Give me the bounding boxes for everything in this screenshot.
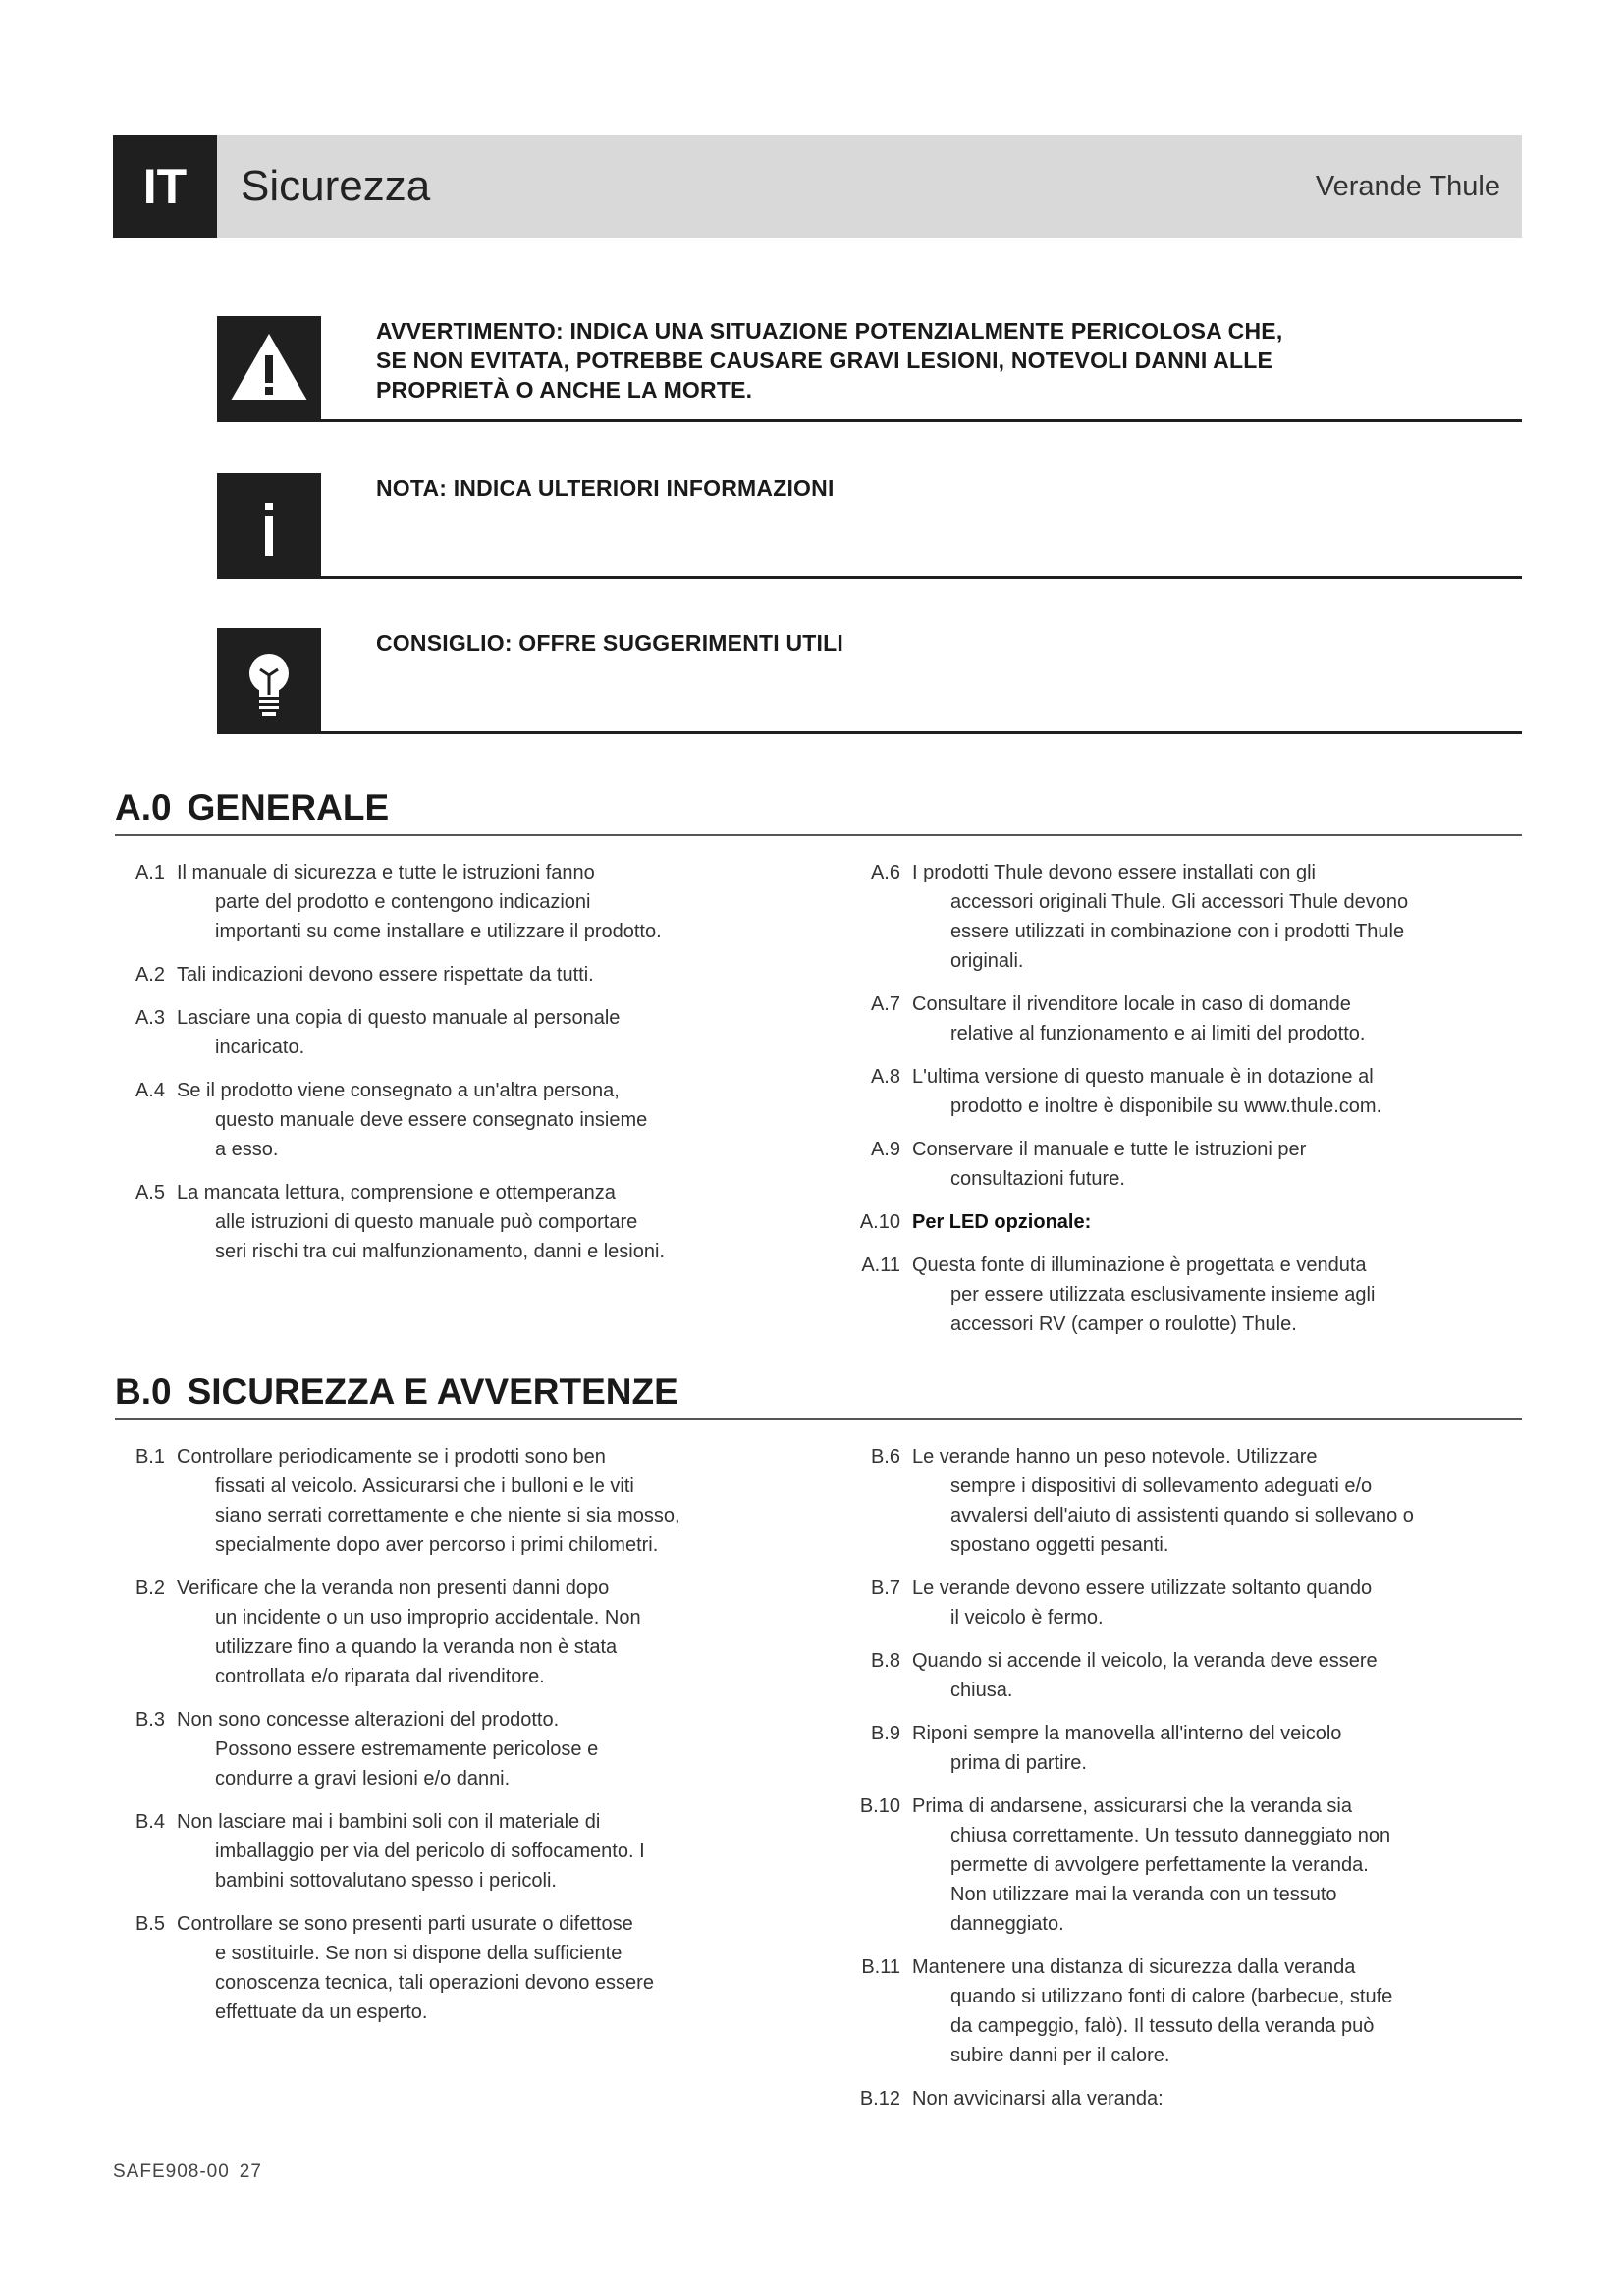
item-number: A.4: [135, 1080, 165, 1101]
item-text-line: La mancata lettura, comprensione e ottemperanza: [177, 1182, 616, 1203]
item-number: A.9: [870, 1139, 900, 1160]
item-number: B.9: [870, 1723, 900, 1744]
item-text-line: consultazioni future.: [950, 1168, 1125, 1190]
item-number: B.12: [859, 2088, 900, 2109]
item-text-line: subire danni per il calore.: [950, 2045, 1170, 2066]
item-text-line: originali.: [950, 950, 1024, 972]
product-name: Verande Thule: [1315, 171, 1500, 202]
item-text-line: accessori originali Thule. Gli accessori Thule devono: [950, 891, 1409, 913]
item-number: B.11: [861, 1956, 900, 1978]
item-number: A.6: [870, 862, 900, 883]
section-b-left-column: [115, 1442, 822, 2041]
lightbulb-icon: [217, 628, 321, 734]
item-number: B.6: [870, 1446, 900, 1468]
item-text-line: prodotto e inoltre è disponibile su www.thule.com.: [950, 1095, 1382, 1117]
item-number: A.5: [135, 1182, 165, 1203]
language-badge: IT: [113, 135, 217, 238]
list-item: [115, 1178, 822, 1266]
list-item: [115, 1909, 822, 2027]
item-number: B.3: [135, 1709, 165, 1731]
item-text-line: Riponi sempre la manovella all'interno del veicolo: [912, 1723, 1342, 1744]
item-number: A.7: [870, 993, 900, 1015]
item-text-line: condurre a gravi lesioni e/o danni.: [215, 1768, 511, 1789]
item-text-line: Non utilizzare mai la veranda con un tessuto: [950, 1884, 1337, 1905]
list-item: [850, 1062, 1557, 1121]
item-text-line: quando si utilizzano fonti di calore (barbecue, stufe: [950, 1986, 1393, 2007]
item-text-line: Quando si accende il veicolo, la veranda deve essere: [912, 1650, 1378, 1672]
item-text-line: controllata e/o riparata dal rivenditore.: [215, 1666, 545, 1687]
item-number: A.1: [135, 862, 165, 883]
item-number: A.10: [859, 1211, 900, 1233]
item-text-line: siano serrati correttamente e che niente si sia mosso,: [215, 1505, 680, 1526]
item-text-line: sempre i dispositivi di sollevamento adeguati e/o: [950, 1475, 1373, 1497]
list-item: [850, 1952, 1557, 2070]
list-item: [850, 1442, 1557, 1560]
page-title: Sicurezza: [241, 162, 431, 210]
notice-rule: [321, 419, 1522, 422]
warning-line-3: PROPRIETÀ O ANCHE LA MORTE.: [376, 377, 753, 402]
item-number: B.4: [135, 1811, 165, 1833]
info-icon-box: [217, 473, 321, 579]
item-text-line: incaricato.: [215, 1037, 305, 1058]
item-text-line: seri rischi tra cui malfunzionamento, danni e lesioni.: [215, 1241, 665, 1262]
list-item: [115, 1076, 822, 1164]
item-text-line: Conservare il manuale e tutte le istruzioni per: [912, 1139, 1307, 1160]
item-text-line: L'ultima versione di questo manuale è in dotazione al: [912, 1066, 1374, 1088]
note-text: NOTA: INDICA ULTERIORI INFORMAZIONI: [376, 475, 835, 501]
list-item: [850, 1646, 1557, 1705]
warning-icon-box: [217, 316, 321, 422]
document-code: SAFE908-00: [113, 2162, 230, 2182]
item-text-line: relative al funzionamento e ai limiti del prodotto.: [950, 1023, 1366, 1044]
item-text-line: Controllare periodicamente se i prodotti sono ben: [177, 1446, 606, 1468]
item-text-line: questo manuale deve essere consegnato insieme: [215, 1109, 648, 1131]
item-text-line: per essere utilizzata esclusivamente insieme agli: [950, 1284, 1376, 1306]
item-number: A.8: [870, 1066, 900, 1088]
item-text-line: Non avvicinarsi alla veranda:: [912, 2088, 1164, 2109]
item-number: A.3: [135, 1007, 165, 1029]
list-item: [115, 1442, 822, 1560]
list-item: [850, 1135, 1557, 1194]
item-text-line: bambini sottovalutano spesso i pericoli.: [215, 1870, 557, 1892]
note-notice: [217, 473, 1522, 579]
item-text-line: Mantenere una distanza di sicurezza dalla veranda: [912, 1956, 1356, 1978]
item-text-line: I prodotti Thule devono essere installati con gli: [912, 862, 1316, 883]
item-text-line: fissati al veicolo. Assicurarsi che i bulloni e le viti: [215, 1475, 634, 1497]
item-number: B.2: [135, 1577, 165, 1599]
section-number: B.0: [115, 1371, 172, 1412]
list-item: [115, 1574, 822, 1691]
list-item: [850, 1251, 1557, 1339]
item-text-line: e sostituirle. Se non si dispone della sufficiente: [215, 1943, 623, 1964]
item-number: B.8: [870, 1650, 900, 1672]
list-item: [115, 858, 822, 946]
list-item: [850, 2084, 1557, 2113]
item-text-line: Non lasciare mai i bambini soli con il materiale di: [177, 1811, 601, 1833]
item-text-line: da campeggio, falò). Il tessuto della veranda può: [950, 2015, 1375, 2037]
item-number: B.7: [870, 1577, 900, 1599]
item-text-line: parte del prodotto e contengono indicazioni: [215, 891, 591, 913]
item-text-line: accessori RV (camper o roulotte) Thule.: [950, 1313, 1297, 1335]
item-text-line: essere utilizzati in combinazione con i prodotti Thule: [950, 921, 1405, 942]
section-title: GENERALE: [187, 787, 390, 828]
list-item: [115, 1807, 822, 1896]
section-heading-b: [115, 1369, 1522, 1420]
item-text-line: Lasciare una copia di questo manuale al personale: [177, 1007, 621, 1029]
item-text-line: a esso.: [215, 1139, 279, 1160]
list-item: [850, 1719, 1557, 1778]
section-number: A.0: [115, 787, 172, 828]
item-text-line: Le verande hanno un peso notevole. Utilizzare: [912, 1446, 1318, 1468]
item-number: A.11: [861, 1255, 900, 1276]
item-text-line: un incidente o un uso improprio accidentale. Non: [215, 1607, 641, 1629]
item-text-line: conoscenza tecnica, tali operazioni devono essere: [215, 1972, 654, 1994]
warning-text: [376, 316, 1483, 404]
item-text-line: Controllare se sono presenti parti usurate o difettose: [177, 1913, 633, 1935]
page-number: 27: [239, 2162, 262, 2182]
page-header: [113, 135, 1522, 238]
item-text-line: Il manuale di sicurezza e tutte le istruzioni fanno: [177, 862, 595, 883]
item-text-line: Prima di andarsene, assicurarsi che la veranda sia: [912, 1795, 1352, 1817]
item-text-line: utilizzare fino a quando la veranda non è stata: [215, 1636, 618, 1658]
item-text-line: Se il prodotto viene consegnato a un'altra persona,: [177, 1080, 620, 1101]
item-text-line: specialmente dopo aver percorso i primi chilometri.: [215, 1534, 659, 1556]
section-a-left-column: [115, 858, 822, 1280]
item-text-line: danneggiato.: [950, 1913, 1064, 1935]
item-text-line: permette di avvolgere perfettamente la veranda.: [950, 1854, 1369, 1876]
list-item: [115, 1705, 822, 1793]
list-item: [850, 989, 1557, 1048]
item-number: B.10: [859, 1795, 900, 1817]
item-text-line: chiusa.: [950, 1680, 1013, 1701]
item-text-line: Consultare il rivenditore locale in caso di domande: [912, 993, 1351, 1015]
section-heading-a: [115, 785, 1522, 836]
item-text-line: chiusa correttamente. Un tessuto danneggiato non: [950, 1825, 1391, 1846]
section-a-right-column: [850, 858, 1557, 1353]
item-number: B.5: [135, 1913, 165, 1935]
section-b-right-column: [850, 1442, 1557, 2127]
warning-line-2: SE NON EVITATA, POTREBBE CAUSARE GRAVI LESIONI, NOTEVOLI DANNI ALLE: [376, 347, 1273, 373]
item-text-line: effettuate da un esperto.: [215, 2002, 428, 2023]
item-text-line: Questa fonte di illuminazione è progettata e venduta: [912, 1255, 1367, 1276]
item-text-line: Possono essere estremamente pericolose e: [215, 1738, 599, 1760]
lightbulb-icon-box: [217, 628, 321, 734]
list-item: [850, 1574, 1557, 1632]
warning-line-1: AVVERTIMENTO: INDICA UNA SITUAZIONE POTENZIALMENTE PERICOLOSA CHE,: [376, 318, 1283, 344]
item-text-line: alle istruzioni di questo manuale può comportare: [215, 1211, 638, 1233]
item-text-line: Le verande devono essere utilizzate soltanto quando: [912, 1577, 1373, 1599]
item-text-line: importanti su come installare e utilizzare il prodotto.: [215, 921, 662, 942]
list-item: [115, 1003, 822, 1062]
tip-notice: [217, 628, 1522, 734]
item-text-line: prima di partire.: [950, 1752, 1087, 1774]
item-text-line: Verificare che la veranda non presenti danni dopo: [177, 1577, 610, 1599]
list-item: [115, 960, 822, 989]
warning-triangle-icon: [217, 316, 321, 422]
item-number: A.2: [135, 964, 165, 986]
item-text-line: Per LED opzionale:: [912, 1211, 1092, 1233]
item-number: B.1: [135, 1446, 165, 1468]
section-title: SICUREZZA E AVVERTENZE: [187, 1371, 678, 1412]
tip-text: CONSIGLIO: OFFRE SUGGERIMENTI UTILI: [376, 630, 843, 656]
page-footer: [113, 2162, 272, 2183]
info-icon: [217, 473, 321, 579]
notice-rule: [321, 731, 1522, 734]
item-text-line: Non sono concesse alterazioni del prodotto.: [177, 1709, 560, 1731]
item-text-line: imballaggio per via del pericolo di soffocamento. I: [215, 1841, 645, 1862]
item-text-line: il veicolo è fermo.: [950, 1607, 1104, 1629]
item-text-line: avvalersi dell'aiuto di assistenti quando si sollevano o: [950, 1505, 1414, 1526]
notice-rule: [321, 576, 1522, 579]
warning-notice: [217, 316, 1522, 422]
list-item: [850, 1207, 1557, 1237]
list-item: [850, 1791, 1557, 1939]
item-text-line: spostano oggetti pesanti.: [950, 1534, 1169, 1556]
item-text-line: Tali indicazioni devono essere rispettate da tutti.: [177, 964, 594, 986]
list-item: [850, 858, 1557, 976]
